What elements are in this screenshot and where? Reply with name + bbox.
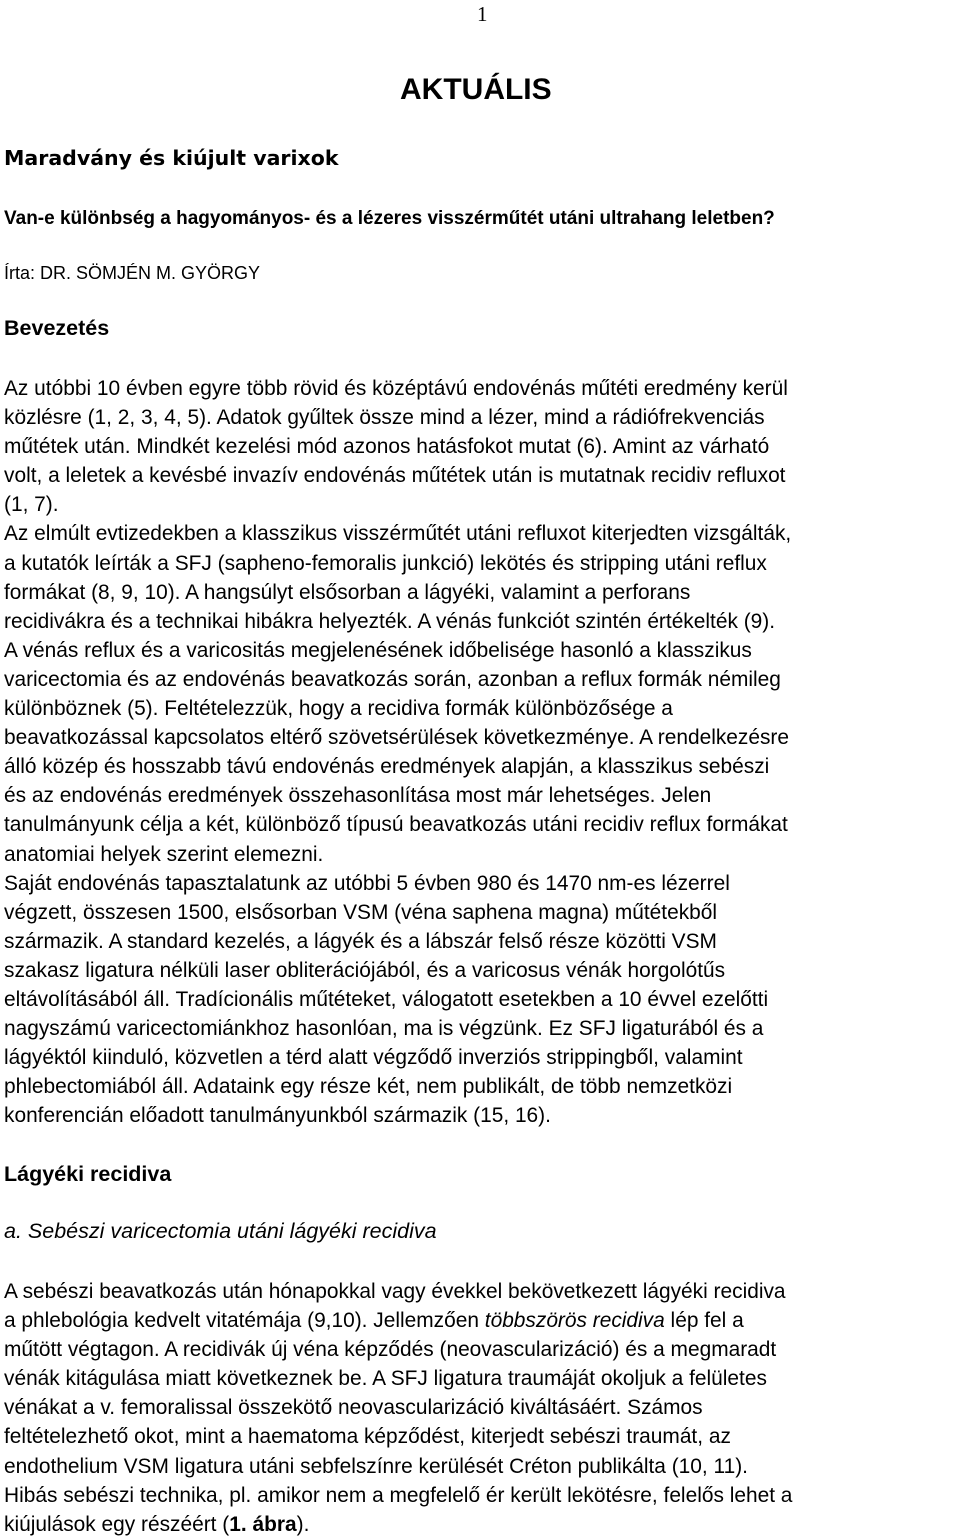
text-line: varicectomia és az endovénás beavatkozás során, azonban a reflux formák némileg [4, 667, 781, 691]
text-line: feltételezhető okot, mint a haematoma képződést, kiterjedt sebészi traumát, az [4, 1425, 731, 1449]
text-line: nagyszámú varicectomiánkhoz hasonlóan, ma is végzünk. Ez SFJ ligaturából és a [4, 1017, 764, 1041]
text-line: A sebészi beavatkozás után hónapokkal vagy évekkel bekövetkezett lágyéki recidiva [4, 1280, 786, 1303]
text-line: A vénás reflux és a varicositás megjelenésének időbelisége hasonló a klasszikus [4, 638, 752, 662]
text-line: eltávolításából áll. Tradícionális műtéteket, válogatott esetekben a 10 évvel ezelőtti [4, 987, 769, 1011]
text-line: szakasz ligatura nélküli laser obliterációjából, és a varicosus vénák horgolótűs [4, 958, 726, 982]
article-title: Maradvány és kiújult varixok [4, 146, 339, 170]
text-line: endothelium VSM ligatura utáni sebfelszínre kerülését Créton publikálta (10, 11). [4, 1454, 748, 1478]
text-line: különböznek (5). Feltételezzük, hogy a recidiva formák különbözősége a [4, 697, 673, 721]
author-line: Írta: DR. SÖMJÉN M. GYÖRGY [4, 263, 261, 283]
text-line: műtött végtagon. A recidivák új véna képződés (neovascularizáció) és a megmaradt [4, 1338, 777, 1362]
text-line: volt, a leletek a kevésbé invazív endovénás műtétek után is mutatnak recidiv refluxot [4, 464, 786, 488]
text-span: kiújulások egy részéért ( [4, 1512, 230, 1536]
text-line: Az elmúlt evtizedekben a klasszikus visszérműtét utáni refluxot kiterjedten vizsgálták, [4, 522, 792, 546]
text-line: végzett, összesen 1500, elsősorban VSM (véna saphena magna) műtétekből [4, 900, 718, 924]
intro-paragraph [4, 374, 960, 1130]
text-line: phlebectomiából áll. Adataink egy része két, nem publikált, de több nemzetközi [4, 1075, 733, 1099]
text-line: származik. A standard kezelés, a lágyék és a lábszár felső része közötti VSM [4, 929, 717, 953]
text-line: álló közép és hosszabb távú endovénás eredmények alapján, a klasszikus sebészi [4, 755, 770, 779]
text-line [4, 1306, 960, 1335]
emphasis-text: többszörös recidiva [484, 1309, 665, 1333]
text-line: közlésre (1, 2, 3, 4, 5). Adatok gyűltek össze mind a lézer, mind a rádiófrekvenciás [4, 406, 765, 430]
text-line: és az endovénás eredmények összehasonlítása most már lehetséges. Jelen [4, 784, 712, 808]
page-number: 1 [477, 2, 488, 26]
text-line: beavatkozással kapcsolatos eltérő szövetsérülések következménye. A rendelkezésre [4, 726, 789, 750]
text-line: (1, 7). [4, 493, 59, 517]
text-span: lép fel a [664, 1309, 744, 1333]
text-line: vénák kitágulása miatt következnek be. A SFJ ligatura traumáját okoljuk a felületes [4, 1367, 767, 1391]
text-line: recidivákra és a technikai hibákra helyezték. A vénás funkciót szintén értékelték (9). [4, 609, 776, 633]
figure-reference: 1. ábra [229, 1512, 297, 1536]
groin-subheading: a. Sebészi varicectomia utáni lágyéki recidiva [4, 1219, 437, 1243]
text-line: Az utóbbi 10 évben egyre több rövid és középtávú endovénás műtéti eredmény kerül [4, 377, 788, 400]
section-label: AKTUÁLIS [400, 73, 552, 106]
text-span: ). [296, 1512, 310, 1536]
groin-paragraph [4, 1277, 960, 1539]
text-line: a kutatók leírták a SFJ (sapheno-femoralis junkció) lekötés és stripping utáni reflux [4, 551, 767, 575]
text-line: vénákat a v. femoralissal összekötő neovascularizáció kiváltásáért. Számos [4, 1396, 703, 1420]
text-line: formákat (8, 9, 10). A hangsúlyt elsősorban a lágyéki, valamint a perforans [4, 580, 691, 604]
groin-heading: Lágyéki recidiva [4, 1162, 172, 1186]
text-line: műtétek után. Mindkét kezelési mód azonos hatásfokot mutat (6). Amint az várható [4, 435, 770, 459]
text-line: anatomiai helyek szerint elemezni. [4, 842, 324, 866]
text-line: konferencián előadott tanulmányunkból származik (15, 16). [4, 1104, 551, 1128]
text-line: Saját endovénás tapasztalatunk az utóbbi 5 évben 980 és 1470 nm-es lézerrel [4, 871, 730, 895]
text-line: Hibás sebészi technika, pl. amikor nem a megfelelő ér került lekötésre, felelős lehet a [4, 1483, 793, 1507]
text-line: lágyéktól kiinduló, közvetlen a térd alatt végződő inverziós strippingből, valamint [4, 1046, 743, 1070]
intro-heading: Bevezetés [4, 316, 110, 340]
article-subtitle: Van-e különbség a hagyományos- és a lézeres visszérműtét utáni ultrahang leletben? [4, 208, 775, 229]
text-line [4, 1510, 960, 1539]
text-span: a phlebológia kedvelt vitatémája (9,10). Jellemzően [4, 1309, 485, 1333]
text-line: tanulmányunk célja a két, különböző típusú beavatkozás utáni recidiv reflux formákat [4, 813, 788, 837]
